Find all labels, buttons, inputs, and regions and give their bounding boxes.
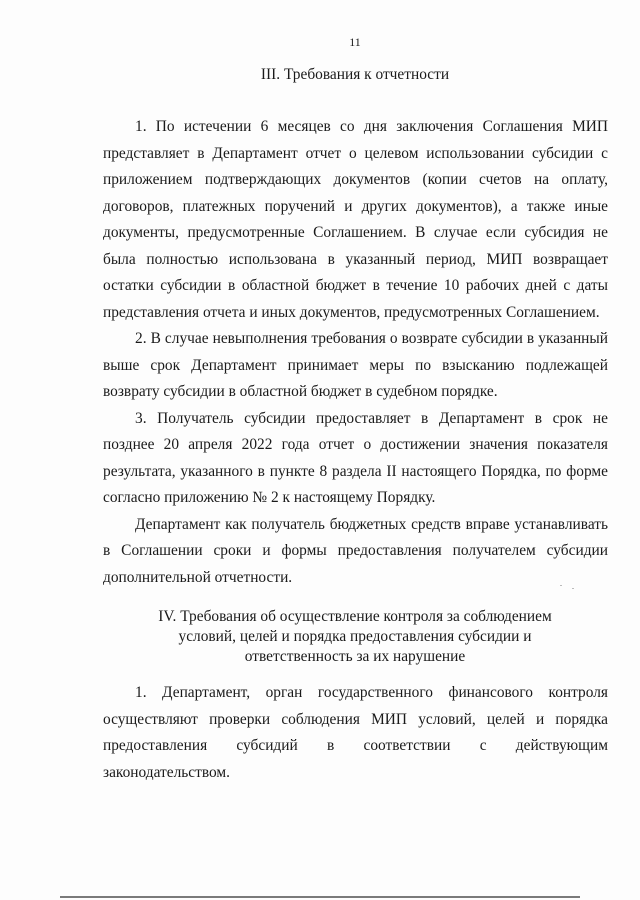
section-3-paragraph-1: 1. По истечении 6 месяцев со дня заключения Соглашения МИП представляет в Департамент отчет о целевом использовании субсидии с приложением подтверждающих документов (копии счетов на оплату, договоров, платежных поручений и других документов), а также иные документы, предусмотренные Соглашением. В случае если субсидия не была полностью использована в указанный период, МИП возвращает остатки субсидии в областной бюджет в течение 10 рабочих дней с даты представления отчета и иных документов, предусмотренных Соглашением. — [103, 118, 608, 321]
section-4-title-line-1: IV. Требования об осуществление контроля за соблюдением — [158, 608, 552, 625]
section-4-body — [103, 680, 608, 786]
bottom-scan-edge — [60, 896, 580, 898]
section-4-title-line-2: условий, целей и порядка предоставления субсидии и — [178, 628, 532, 645]
section-3-paragraph-2: 2. В случае невыполнения требования о возврате субсидии в указанный выше срок Департамент принимает меры по взысканию подлежащей возврату субсидии в областной бюджет в судебном порядке. — [103, 330, 608, 400]
section-3-paragraph-3: 3. Получатель субсидии предоставляет в Департамент в срок не позднее 20 апреля 2022 года отчет о достижении значения показателя результата, указанного в пункте 8 раздела II настоящего Порядка, по форме согласно приложению № 2 к настоящему Порядку. — [103, 409, 608, 506]
scan-speck — [572, 588, 574, 589]
section-3-paragraph-4: Департамент как получатель бюджетных средств вправе устанавливать в Соглашении сроки и формы предоставления получателем субсидии дополнительной отчетности. — [103, 515, 608, 586]
scan-speck — [560, 585, 562, 586]
section-4-paragraph-1: 1. Департамент, орган государственного финансового контроля осуществляют проверки соблюдения МИП условий, целей и порядка предоставления субсидий в соответствии с действующим законодательством. — [103, 684, 608, 781]
section-4-title — [100, 607, 610, 667]
page-number: 11 — [349, 35, 361, 49]
section-3-body — [103, 114, 608, 591]
section-3-title: III. Требования к отчетности — [260, 66, 450, 83]
section-4-title-line-3: ответственность за их нарушение — [244, 648, 466, 665]
